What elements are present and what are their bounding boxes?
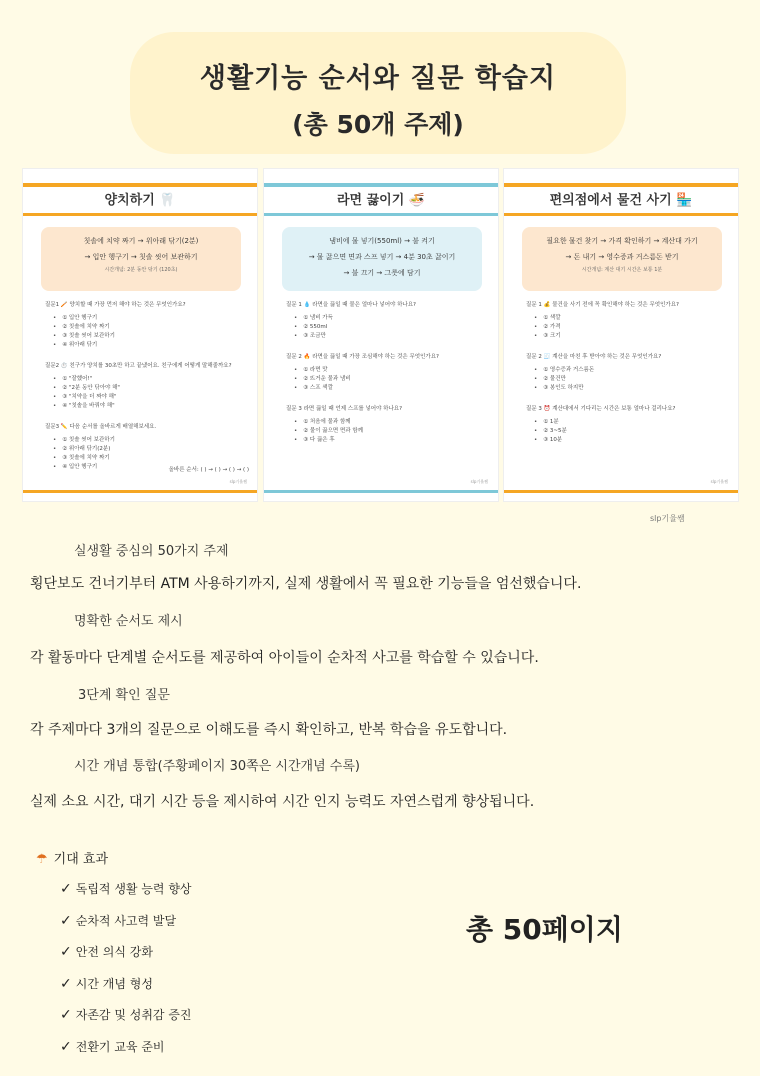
sequence-step: → 돈 내기 → 영수증과 거스름돈 받기 bbox=[565, 253, 679, 261]
question-group bbox=[286, 353, 491, 393]
question: 질문1 🪥 양치할 때 가장 먼저 해야 하는 것은 무엇인가요? bbox=[45, 302, 186, 308]
worksheet-card bbox=[263, 168, 499, 502]
answer-option: • ③ 조금만 bbox=[294, 332, 491, 341]
answer-option: • ④ "칫솔을 바꿔야 해" bbox=[53, 402, 250, 411]
question-group bbox=[526, 405, 731, 445]
card-divider bbox=[504, 213, 738, 216]
question: 질문2 ⏱️ 친구가 양치를 30초만 하고 끝냈어요. 친구에게 어떻게 말해줄까요? bbox=[45, 363, 232, 369]
answer-option: • ① 라면 맛 bbox=[294, 366, 491, 375]
effect-item bbox=[60, 975, 192, 1007]
checkmark-icon: ✓ bbox=[60, 881, 72, 897]
answer-option: • ③ 칫솔에 치약 짜기 bbox=[53, 454, 250, 463]
worksheet-card bbox=[22, 168, 258, 502]
questions bbox=[286, 301, 491, 457]
answer-option: • ③ 스프 색깔 bbox=[294, 384, 491, 393]
feature-desc: 각 주제마다 3개의 질문으로 이해도를 즉시 확인하고, 반복 학습을 유도합니다. bbox=[30, 722, 508, 738]
card-topbar bbox=[504, 183, 738, 187]
effect-label: 자존감 및 성취감 증진 bbox=[75, 1008, 192, 1022]
answer-option: • ② 뜨거운 물과 냄비 bbox=[294, 375, 491, 384]
time-note: 시간개념: 계산 대기 시간은 보통 1분 bbox=[581, 267, 663, 273]
checkmark-icon: ✓ bbox=[60, 944, 72, 960]
question-group bbox=[45, 362, 250, 411]
answer-option: • ② 550ml bbox=[294, 323, 491, 332]
sequence-step: → 입안 헹구기 → 칫솔 씻어 보관하기 bbox=[84, 253, 198, 261]
feature-desc: 각 활동마다 단계별 순서도를 제공하여 아이들이 순차적 사고를 학습할 수 있습니다. bbox=[30, 650, 539, 666]
card-footer-bar bbox=[23, 490, 257, 493]
answer-option: • ① 1분 bbox=[534, 418, 731, 427]
total-pages: 총 50페이지 bbox=[466, 913, 623, 946]
effect-item bbox=[60, 1038, 192, 1070]
question: 질문3 ✏️ 다음 순서를 올바르게 배열해보세요. bbox=[45, 424, 157, 430]
sequence-step: → 불 끄기 → 그릇에 담기 bbox=[343, 269, 421, 277]
card-title: 편의점에서 물건 사기 🏪 bbox=[549, 193, 693, 208]
sequence-box bbox=[41, 227, 241, 291]
preview-cards bbox=[22, 168, 740, 502]
effect-item bbox=[60, 943, 192, 975]
card-footer-bar bbox=[264, 490, 498, 493]
credit: slp기율쌤 bbox=[650, 514, 685, 523]
checkmark-icon: ✓ bbox=[60, 1038, 72, 1055]
checkmark-icon: ✓ bbox=[60, 975, 72, 992]
effect-label: 시간 개념 형성 bbox=[75, 976, 153, 991]
effect-item bbox=[60, 912, 192, 944]
answer-option: • ③ 다 끓은 후 bbox=[294, 436, 491, 445]
effect-item bbox=[60, 1006, 192, 1038]
feature-heading: 시간 개념 통합(주황페이지 30쪽은 시간개념 수록) bbox=[74, 759, 360, 774]
answer-option: • ③ 칫솔 씻어 보관하기 bbox=[53, 332, 250, 341]
answer-option: • ① 영수증과 거스름돈 bbox=[534, 366, 731, 375]
effects-list bbox=[60, 880, 192, 1069]
answer-line: 올바른 순서: ( ) → ( ) → ( ) → ( ) bbox=[168, 467, 249, 473]
sequence-box bbox=[522, 227, 722, 291]
card-watermark: slp기율쌤 bbox=[229, 479, 247, 484]
card-divider bbox=[23, 213, 257, 216]
answer-option: • ① 칫솔 씻어 보관하기 bbox=[53, 436, 250, 445]
feature-heading: 3단계 확인 질문 bbox=[78, 688, 170, 703]
answer-option: • ④ 입안 헹구기 bbox=[53, 463, 250, 472]
answer-option: • ① 처음에 물과 함께 bbox=[294, 418, 491, 427]
effect-item bbox=[60, 880, 192, 912]
answer-option: • ② "2분 동안 닦아야 해" bbox=[53, 384, 250, 393]
question: 질문 2 🔥 라면을 끓일 때 가장 조심해야 하는 것은 무엇인가요? bbox=[286, 354, 439, 360]
time-note: 시간개념: 2분 동안 닦기 (120초) bbox=[104, 267, 178, 273]
answer-option: • ② 물이 끓으면 면과 함께 bbox=[294, 427, 491, 436]
sequence-box bbox=[282, 227, 482, 291]
card-watermark: slp기율쌤 bbox=[470, 479, 488, 484]
card-topbar bbox=[264, 183, 498, 187]
effect-label: 독립적 생활 능력 향상 bbox=[75, 882, 192, 896]
umbrella-icon: ☂ bbox=[36, 852, 48, 867]
answer-option: • ② 3~5분 bbox=[534, 427, 731, 436]
question-group bbox=[45, 301, 250, 350]
answer-option: • ① 색깔 bbox=[534, 314, 731, 323]
questions bbox=[526, 301, 731, 457]
answer-option: • ③ 10분 bbox=[534, 436, 731, 445]
sequence-step: 칫솔에 치약 짜기 → 위아래 닦기(2분) bbox=[83, 237, 199, 245]
effect-label: 안전 의식 강화 bbox=[75, 945, 153, 959]
card-divider bbox=[264, 213, 498, 216]
checkmark-icon: ✓ bbox=[60, 912, 72, 929]
question-group bbox=[286, 301, 491, 341]
questions bbox=[45, 301, 250, 484]
answer-option: • ② 물건만 bbox=[534, 375, 731, 384]
sequence-step: 냄비에 물 넣기(550ml) → 불 켜기 bbox=[329, 237, 435, 245]
card-footer-bar bbox=[504, 490, 738, 493]
answer-option: • ③ 크기 bbox=[534, 332, 731, 341]
feature-heading: 실생활 중심의 50가지 주제 bbox=[74, 544, 229, 559]
feature-heading: 명확한 순서도 제시 bbox=[74, 614, 183, 629]
card-title: 양치하기 🦷 bbox=[104, 193, 176, 208]
answer-option: • ③ 봉인도 하지만 bbox=[534, 384, 731, 393]
effect-label: 순차적 사고력 발달 bbox=[75, 913, 177, 928]
answer-option: • ② 가격 bbox=[534, 323, 731, 332]
card-watermark: slp기율쌤 bbox=[710, 479, 728, 484]
question: 질문 3 라면 끓일 때 언제 스프를 넣어야 하나요? bbox=[286, 406, 403, 412]
card-topbar bbox=[23, 183, 257, 187]
answer-option: • ① 냄비 가득 bbox=[294, 314, 491, 323]
question: 질문 3 ⏰ 계산대에서 기다리는 시간은 보통 얼마나 걸리나요? bbox=[526, 406, 676, 412]
question: 질문 1 💧 라면을 끓일 때 물은 얼마나 넣어야 하나요? bbox=[286, 302, 416, 308]
question: 질문 2 🧾 계산을 마친 후 받아야 하는 것은 무엇인가요? bbox=[526, 354, 662, 360]
question-group bbox=[526, 353, 731, 393]
sequence-step: → 물 끓으면 면과 스프 넣기 → 4분 30초 끓이기 bbox=[308, 253, 456, 261]
page-subtitle: (총 50개 주제) bbox=[292, 110, 464, 139]
feature-desc: 실제 소요 시간, 대기 시간 등을 제시하여 시간 인지 능력도 자연스럽게 향상됩니다. bbox=[30, 794, 535, 810]
effect-label: 전환기 교육 준비 bbox=[75, 1039, 165, 1054]
answer-option: • ④ 위아래 닦기 bbox=[53, 341, 250, 350]
answer-option: • ② 위아래 닦기(2분) bbox=[53, 445, 250, 454]
effects-title: ☂ 기대 효과 bbox=[36, 852, 109, 867]
answer-option: • ② 칫솔에 치약 짜기 bbox=[53, 323, 250, 332]
question: 질문 1 💰 물건을 사기 전에 꼭 확인해야 하는 것은 무엇인가요? bbox=[526, 302, 679, 308]
answer-option: • ① 입안 헹구기 bbox=[53, 314, 250, 323]
card-title: 라면 끓이기 🍜 bbox=[336, 193, 426, 208]
question-group bbox=[286, 405, 491, 445]
question-group bbox=[526, 301, 731, 341]
worksheet-card bbox=[503, 168, 739, 502]
answer-option: • ③ "치약을 더 짜야 해" bbox=[53, 393, 250, 402]
checkmark-icon: ✓ bbox=[60, 1007, 72, 1023]
feature-desc: 횡단보도 건너기부터 ATM 사용하기까지, 실제 생활에서 꼭 필요한 기능들을 엄선했습니다. bbox=[30, 576, 582, 592]
answer-option: • ① "잘했어!" bbox=[53, 375, 250, 384]
page-title: 생활기능 순서와 질문 학습지 bbox=[199, 63, 557, 94]
sequence-step: 필요한 물건 찾기 → 가격 확인하기 → 계산대 가기 bbox=[546, 237, 698, 245]
title-box bbox=[130, 32, 626, 154]
